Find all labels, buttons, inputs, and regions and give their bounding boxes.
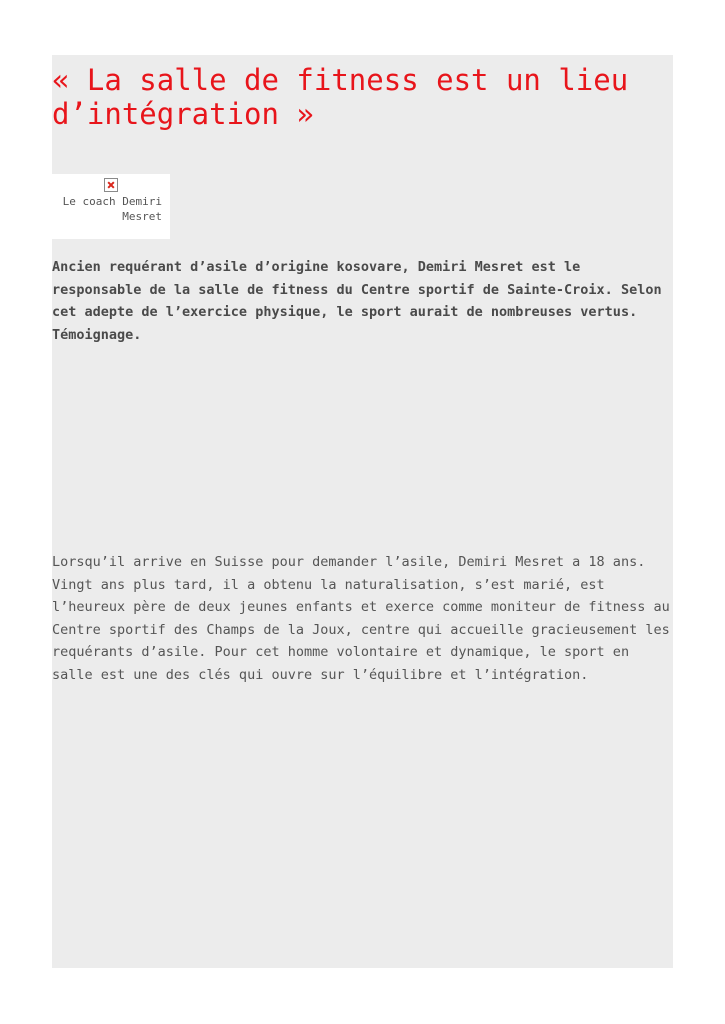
- article-title: « La salle de fitness est un lieu d’intégration »: [52, 63, 629, 131]
- figure-caption: Le coach Demiri Mesret: [62, 195, 162, 223]
- article-lead: Ancien requérant d’asile d’origine kosovare, Demiri Mesret est le responsable de la salle de fitness du Centre sportif de Sainte-Croix. Selon cet adepte de l’exercice physique, le sport aurait de nombreuses vertus. Témoignage.: [52, 259, 662, 343]
- broken-image-icon: [104, 178, 118, 192]
- article-page: [52, 55, 673, 968]
- article-body: Lorsqu’il arrive en Suisse pour demander l’asile, Demiri Mesret a 18 ans. Vingt ans plus tard, il a obtenu la naturalisation, s’est marié, est l’heureux père de deux jeunes enfants et exerce comme moniteur de fitness au Centre sportif des Champs de la Joux, centre qui accueille gracieusement les requérants d’asile. Pour cet homme volontaire et dynamique, le sport en salle est une des clés qui ouvre sur l’équilibre et l’intégration.: [52, 554, 670, 683]
- article-figure: [52, 174, 170, 239]
